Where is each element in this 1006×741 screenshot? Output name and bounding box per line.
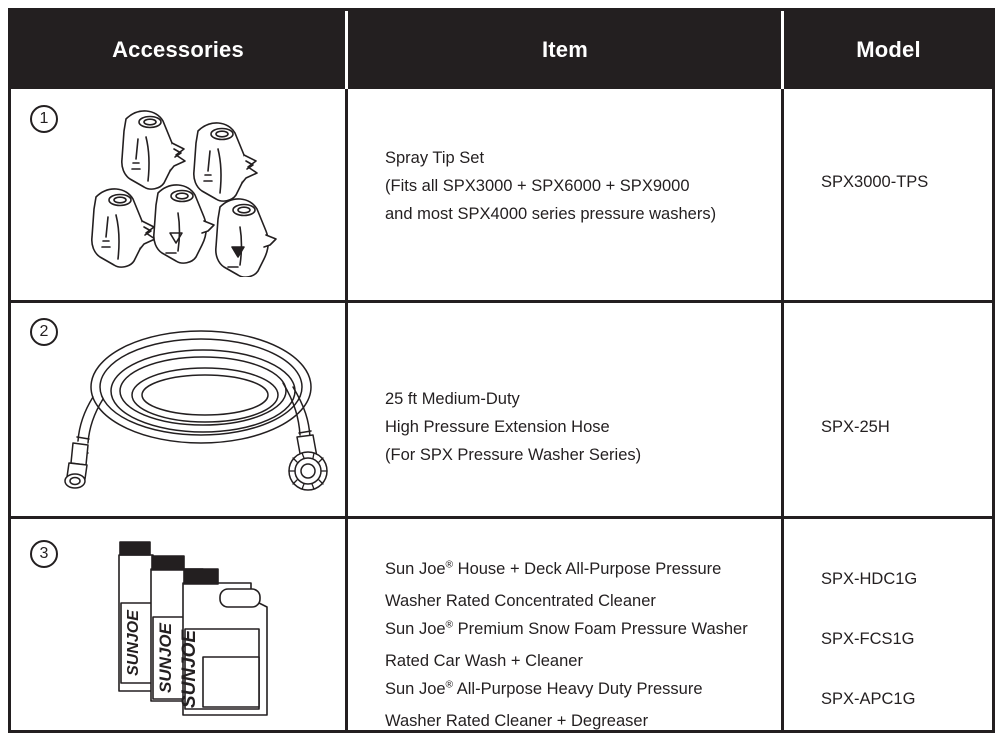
column-header-model: Model <box>856 37 921 62</box>
accessories-table <box>8 8 995 733</box>
spray-tip-icon <box>194 123 257 201</box>
model-number: SPX-HDC1G <box>821 570 918 588</box>
item-line: (Fits all SPX3000 + SPX6000 + SPX9000 <box>385 177 690 195</box>
item-line: Washer Rated Cleaner + Degreaser <box>385 712 649 730</box>
row-index-badge: 1 <box>30 105 58 133</box>
model-number: SPX-25H <box>821 418 890 436</box>
header-divider-1 <box>345 11 348 89</box>
registered-mark: ® <box>445 559 454 571</box>
item-paragraph <box>385 555 721 615</box>
table-row <box>11 89 992 300</box>
item-line: and most SPX4000 series pressure washers) <box>385 205 717 223</box>
row-index-badge: 3 <box>30 540 58 568</box>
brand-name: Sun Joe <box>385 680 446 698</box>
spray-tip-icon <box>122 111 185 189</box>
model-number: SPX-APC1G <box>821 690 916 708</box>
table-row <box>11 519 992 730</box>
spray-tip-icon <box>92 189 155 267</box>
item-paragraph <box>385 675 703 735</box>
item-line-rest: Premium Snow Foam Pressure Washer <box>453 620 748 638</box>
table-header-row <box>11 11 992 89</box>
jug-brand-label: SUNJOE <box>156 623 175 693</box>
accessories-cell-2 <box>11 303 345 516</box>
column-header-accessories: Accessories <box>112 37 244 62</box>
item-line-rest: House + Deck All-Purpose Pressure <box>453 560 722 578</box>
item-line: (For SPX Pressure Washer Series) <box>385 446 642 464</box>
model-cell-2 <box>784 303 992 516</box>
item-line-rest: All-Purpose Heavy Duty Pressure <box>453 680 703 698</box>
model-number: SPX-FCS1G <box>821 630 915 648</box>
row-index-badge: 2 <box>30 318 58 346</box>
item-line: Washer Rated Concentrated Cleaner <box>385 592 656 610</box>
item-line: Rated Car Wash + Cleaner <box>385 652 583 670</box>
registered-mark: ® <box>445 619 454 631</box>
column-header-item: Item <box>541 37 589 62</box>
accessories-cell-3 <box>11 519 345 730</box>
item-cell-1 <box>348 89 781 300</box>
table-row <box>11 303 992 516</box>
cleaner-jug-front <box>179 569 267 715</box>
jug-brand-label: SUNJOE <box>125 610 142 676</box>
spray-tip-icon <box>154 185 214 263</box>
spray-tip-icon <box>216 199 276 277</box>
model-number: SPX3000-TPS <box>821 173 929 191</box>
item-line: Spray Tip Set <box>385 149 485 167</box>
item-cell-2 <box>348 303 781 516</box>
brand-name: Sun Joe <box>385 620 446 638</box>
header-divider-2 <box>781 11 784 89</box>
model-cell-3 <box>784 519 992 730</box>
brand-name: Sun Joe <box>385 560 446 578</box>
item-line: High Pressure Extension Hose <box>385 418 610 436</box>
extension-hose-illustration <box>53 315 338 500</box>
accessories-cell-1 <box>11 89 345 300</box>
registered-mark: ® <box>445 679 454 691</box>
jug-brand-label: SUNJOE <box>179 629 200 709</box>
spray-tip-set-illustration <box>86 97 286 277</box>
cleaner-jugs-illustration <box>91 529 286 724</box>
model-cell-1 <box>784 89 992 300</box>
item-line: 25 ft Medium-Duty <box>385 390 520 408</box>
item-paragraph <box>385 615 748 675</box>
item-cell-3 <box>348 519 781 730</box>
